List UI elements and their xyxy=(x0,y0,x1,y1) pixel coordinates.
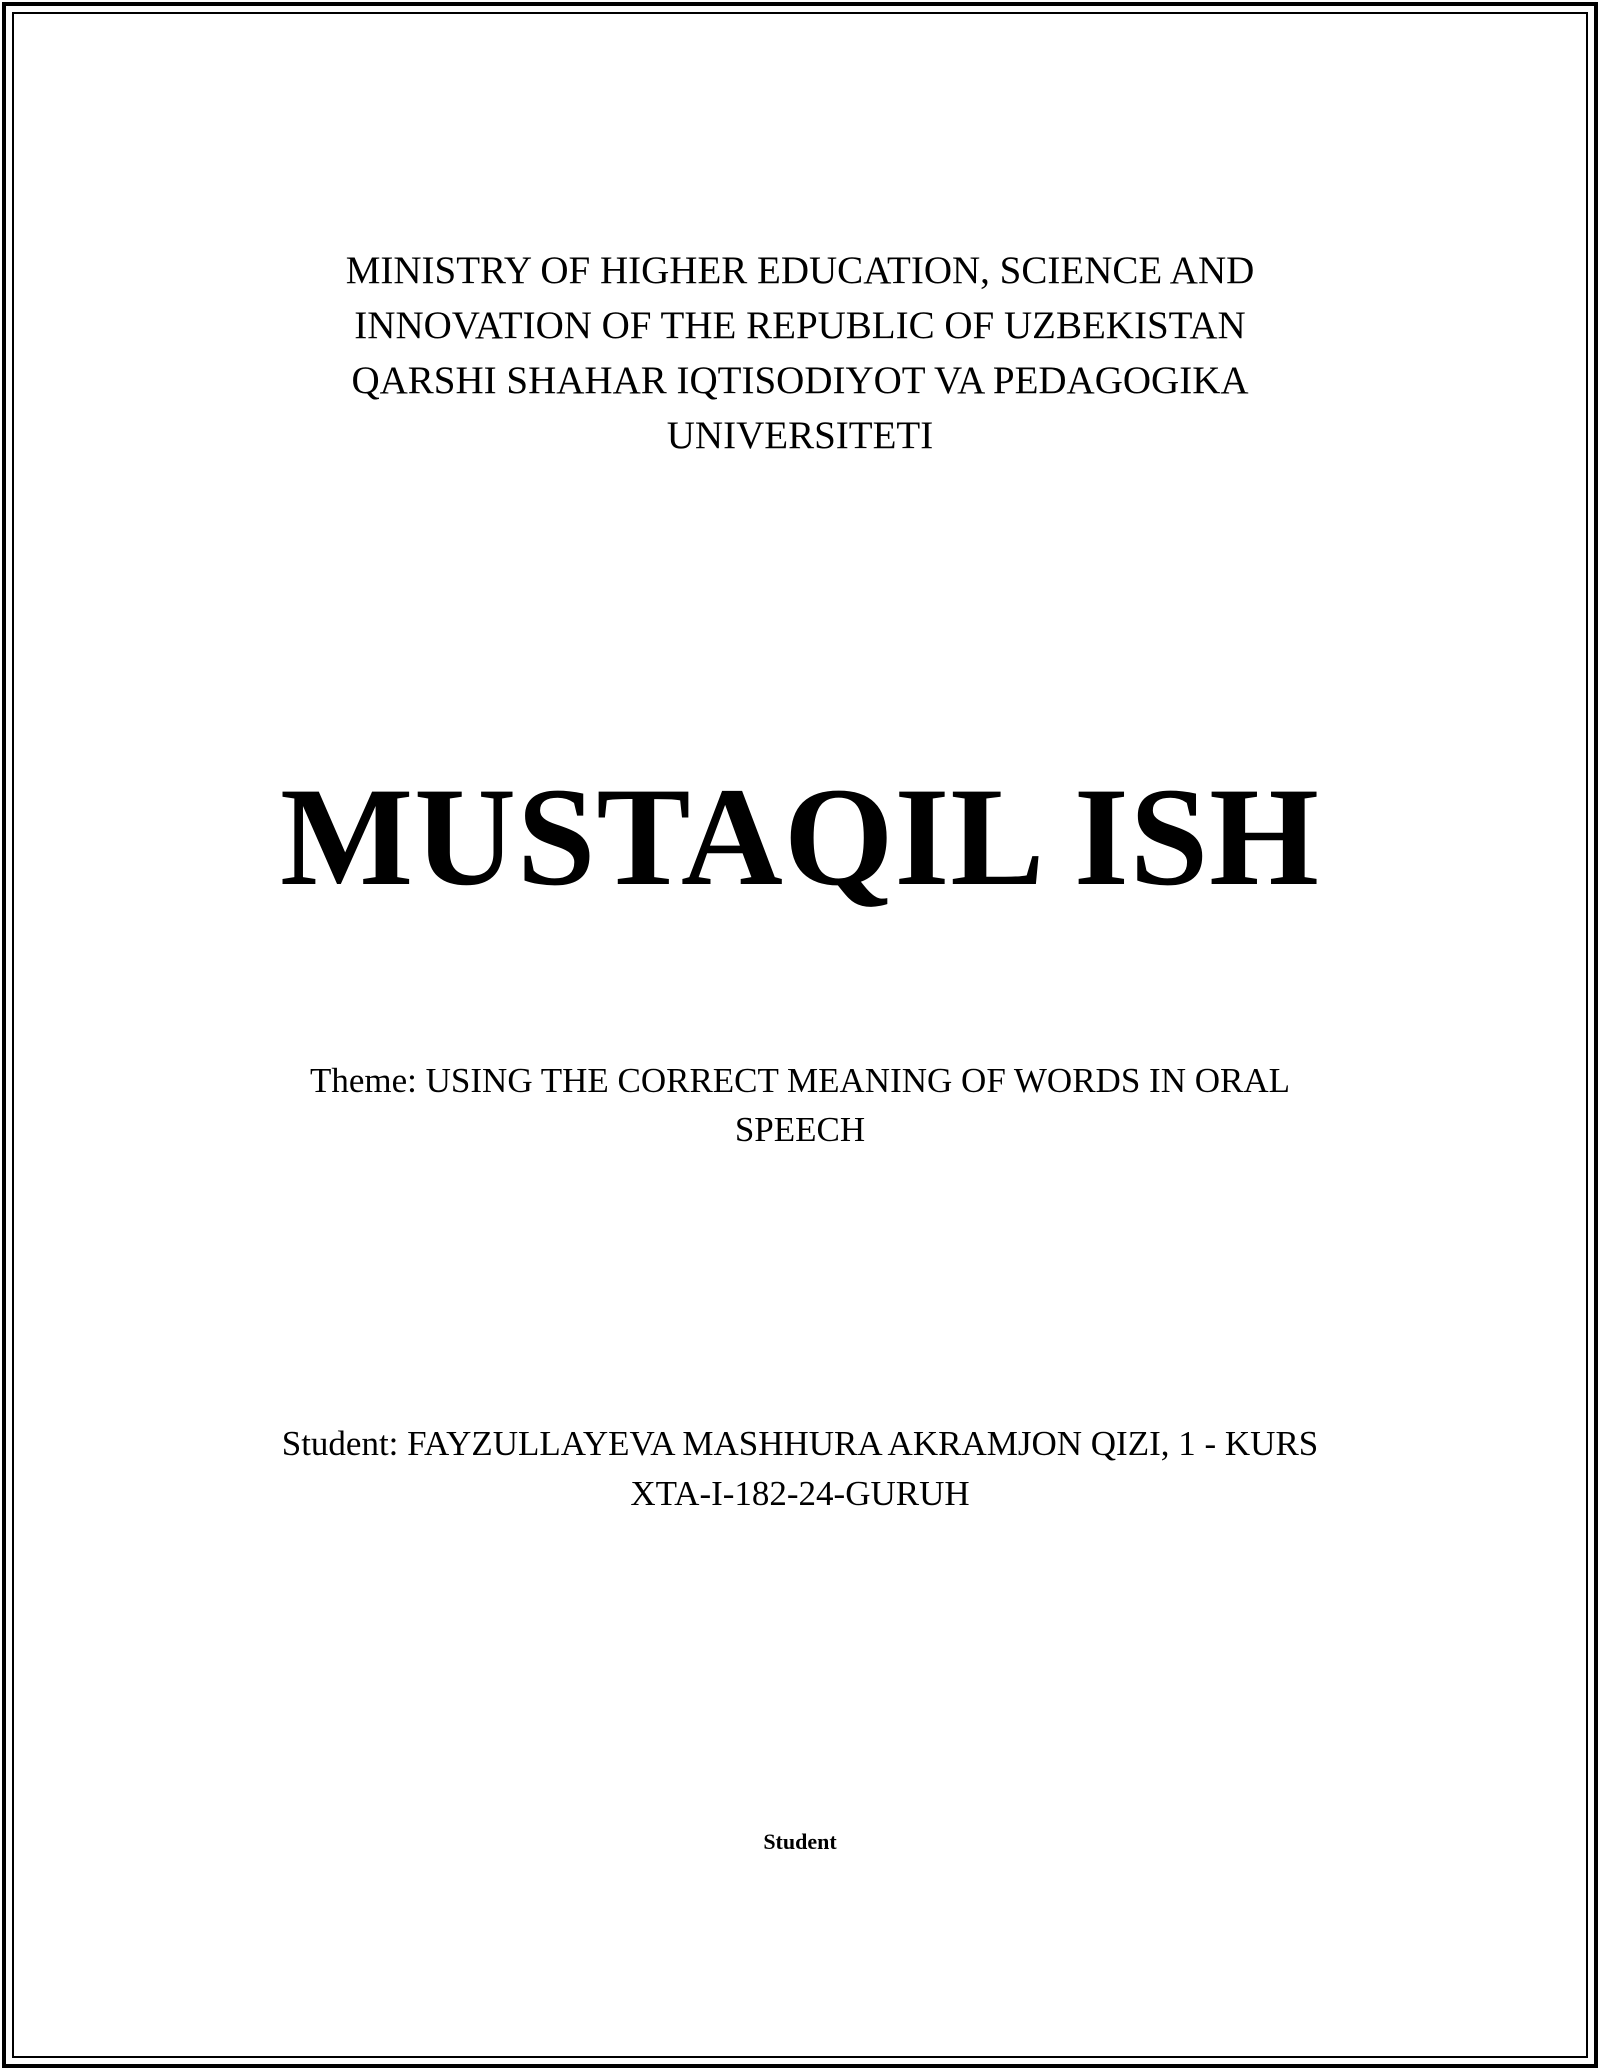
student-info xyxy=(0,1419,1600,1519)
theme-line: Theme: USING THE CORRECT MEANING OF WORDS IN ORAL xyxy=(310,1061,1290,1100)
theme-text xyxy=(0,1056,1600,1154)
header-line: MINISTRY OF HIGHER EDUCATION, SCIENCE AND xyxy=(345,249,1255,292)
student-line: Student: FAYZULLAYEVA MASHHURA AKRAMJON QIZI, 1 - KURS xyxy=(281,1424,1319,1463)
header-line: INNOVATION OF THE REPUBLIC OF UZBEKISTAN xyxy=(354,304,1246,347)
header-line: QARSHI SHAHAR IQTISODIYOT VA PEDAGOGIKA xyxy=(351,359,1249,402)
footer-student-label: Student xyxy=(763,1829,837,1854)
document-title: MUSTAQIL ISH xyxy=(280,759,1320,915)
student-line: XTA-I-182-24-GURUH xyxy=(630,1474,970,1513)
institution-header xyxy=(0,243,1600,463)
theme-line: SPEECH xyxy=(734,1110,866,1149)
header-line: UNIVERSITETI xyxy=(666,414,934,457)
